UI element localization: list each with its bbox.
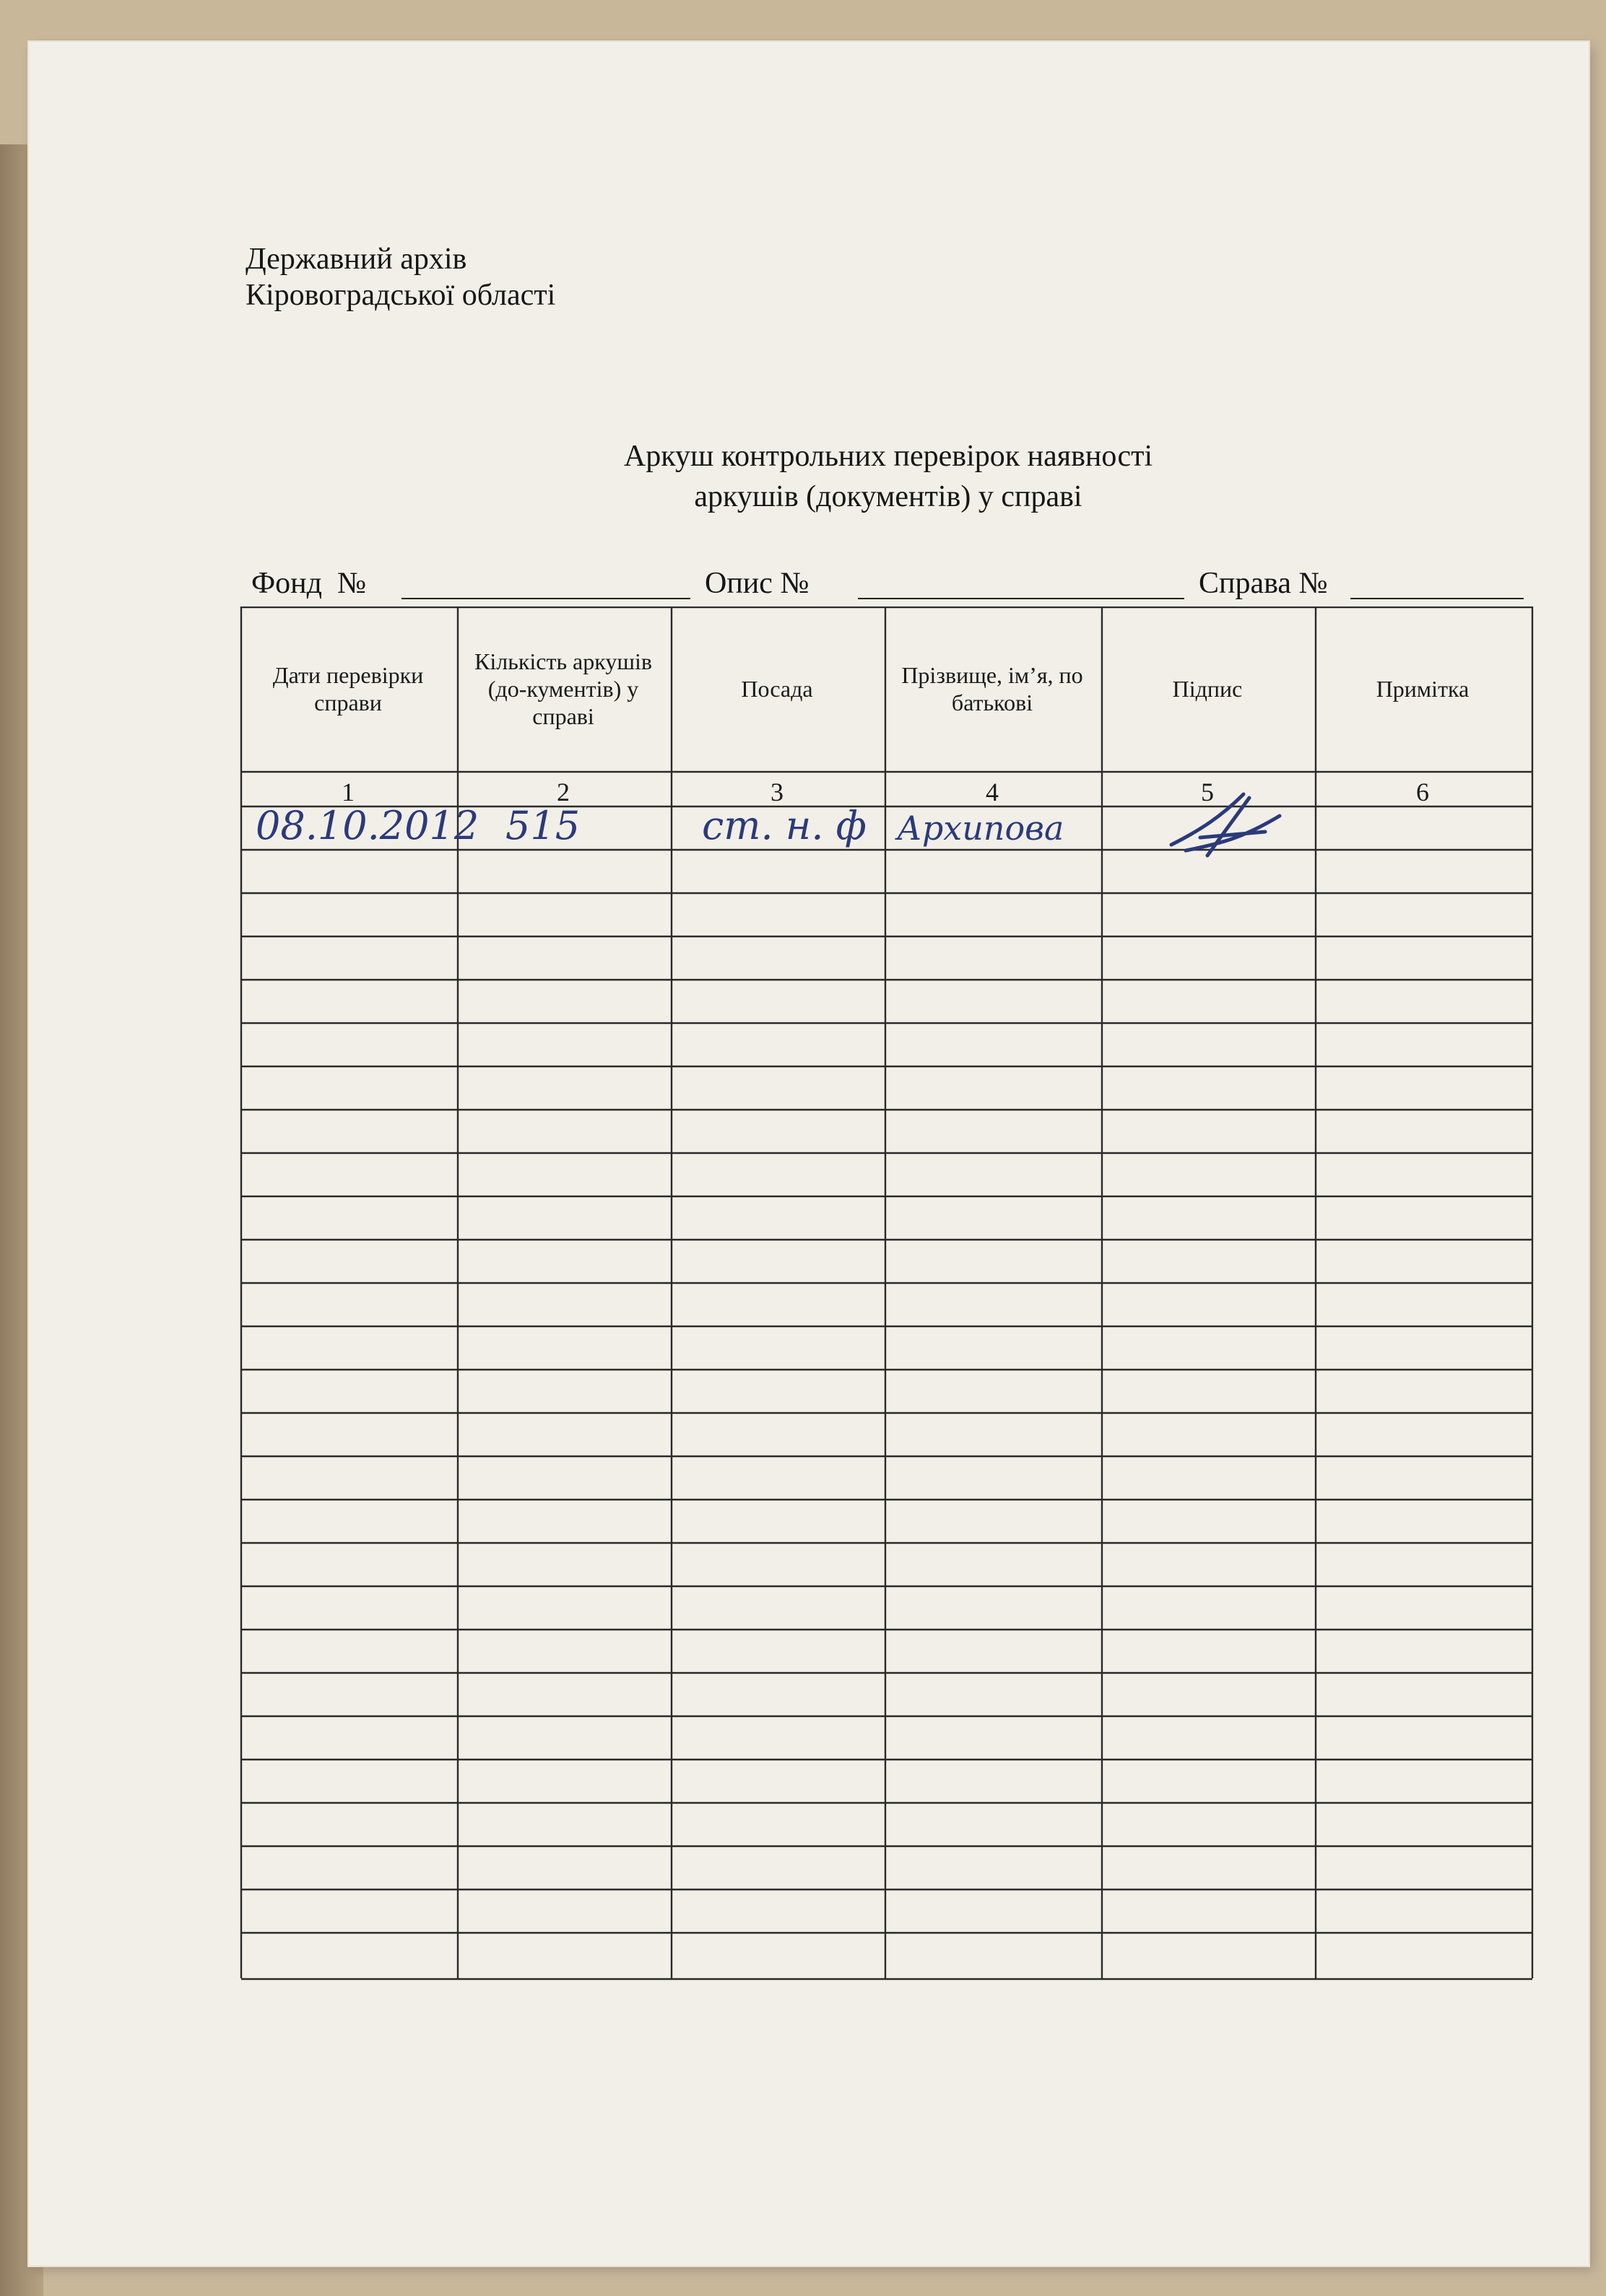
- opys-label: Опис №: [705, 567, 809, 600]
- entry-position: ст. н. ф: [702, 803, 867, 848]
- column-number-1: 1: [342, 778, 355, 806]
- entry-date: 08.10.2012: [256, 803, 479, 848]
- entry-full-name: Архипова: [897, 809, 1064, 848]
- header-signature: Підпис: [1172, 676, 1243, 702]
- title-line1: Аркуш контрольних перевірок наявності: [623, 440, 1153, 473]
- title-line2: аркушів (документів) у справі: [694, 480, 1082, 513]
- checks-table: [240, 606, 1537, 1988]
- column-number-6: 6: [1416, 778, 1429, 806]
- header-dates: Дати перевірки справи: [272, 662, 424, 716]
- sprava-blank-line: [1350, 598, 1524, 599]
- sprava-label: Справа №: [1199, 567, 1328, 600]
- archive-name: [246, 241, 555, 313]
- header-sheet-count: Кількість аркушів (до-кументів) у справі: [474, 648, 652, 729]
- column-number-5: 5: [1201, 778, 1214, 806]
- archive-name-line1: Державний архів: [246, 243, 467, 276]
- column-number-4: 4: [986, 778, 999, 806]
- entry-sheet-count: 515: [505, 803, 581, 848]
- case-reference-fields: [251, 566, 1537, 609]
- document-title: [390, 436, 1386, 517]
- fond-label: Фонд №: [251, 567, 367, 600]
- opys-blank-line: [858, 598, 1184, 599]
- document-page: [29, 42, 1589, 2266]
- header-position: Посада: [741, 676, 813, 702]
- column-number-2: 2: [557, 778, 570, 806]
- column-number-3: 3: [771, 778, 784, 806]
- header-full-name: Прізвище, ім’я, по батькові: [901, 662, 1083, 716]
- fond-blank-line: [402, 598, 690, 599]
- header-note: Примітка: [1376, 676, 1470, 702]
- archive-name-line2: Кіровоградської області: [246, 279, 556, 312]
- entry-signature-scribble: [1157, 787, 1294, 866]
